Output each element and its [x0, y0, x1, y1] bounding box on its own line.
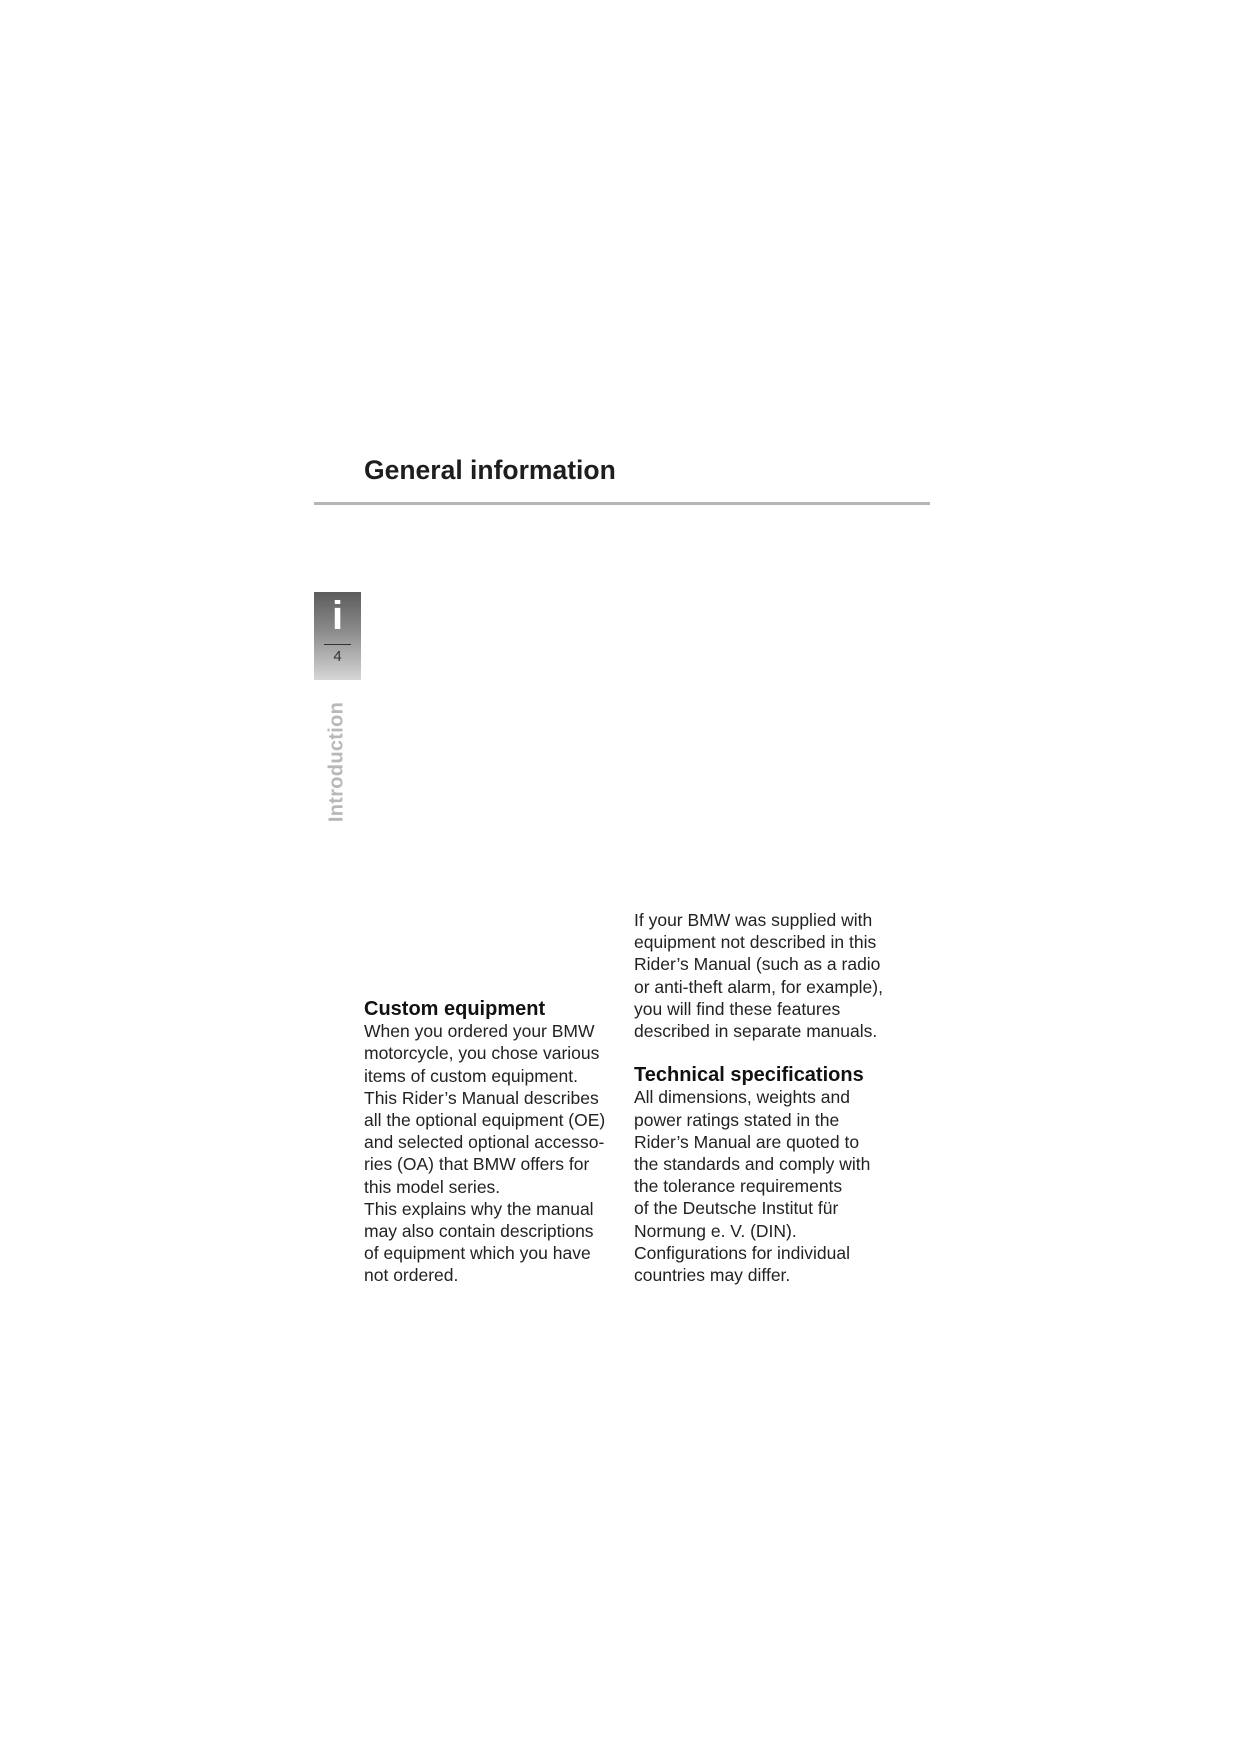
body-line: power ratings stated in the — [634, 1109, 840, 1130]
technical-specifications-heading: Technical specifications — [634, 1064, 864, 1087]
page-number: 4 — [333, 648, 342, 665]
body-line: countries may differ. — [634, 1265, 791, 1286]
chapter-label: Introduction — [325, 701, 348, 823]
left-column — [364, 998, 634, 1287]
body-line: Rider’s Manual (such as a radio — [634, 954, 881, 975]
body-line: of equipment which you have — [364, 1243, 591, 1264]
tab-divider — [324, 644, 351, 645]
chapter-info-icon: i — [331, 594, 344, 638]
body-line: the tolerance requirements — [634, 1176, 843, 1197]
body-line: and selected optional accesso- — [364, 1132, 605, 1153]
body-line: you will find these features — [634, 998, 841, 1019]
body-line: Configurations for individual — [634, 1242, 850, 1263]
body-line: described in separate manuals. — [634, 1021, 878, 1042]
body-line: This explains why the manual — [364, 1198, 594, 1219]
body-line: equipment not described in this — [634, 932, 877, 953]
body-line: Normung e. V. (DIN). — [634, 1220, 797, 1241]
body-line: motorcycle, you chose various — [364, 1043, 600, 1064]
body-line: This Rider’s Manual describes — [364, 1087, 599, 1108]
body-line: all the optional equipment (OE) — [364, 1110, 606, 1131]
body-line: items of custom equipment. — [364, 1065, 578, 1086]
right-column — [634, 909, 904, 1286]
body-line: not ordered. — [364, 1265, 459, 1286]
body-line: ries (OA) that BMW offers for — [364, 1154, 590, 1175]
body-line: Rider’s Manual are quoted to — [634, 1131, 860, 1152]
body-line: this model series. — [364, 1176, 501, 1197]
paragraph-gap — [634, 1042, 904, 1064]
body-line: or anti-theft alarm, for example), — [634, 976, 883, 997]
body-line: When you ordered your BMW — [364, 1021, 595, 1042]
custom-equipment-heading: Custom equipment — [364, 998, 546, 1020]
chapter-thumb-tab — [314, 592, 361, 680]
body-line: the standards and comply with — [634, 1154, 871, 1175]
body-line: of the Deutsche Institut für — [634, 1198, 839, 1219]
title-divider — [314, 502, 930, 505]
body-line: All dimensions, weights and — [634, 1087, 850, 1108]
body-line: If your BMW was supplied with — [634, 910, 873, 930]
page-title: General information — [364, 455, 616, 485]
body-line: may also contain descriptions — [364, 1221, 594, 1242]
